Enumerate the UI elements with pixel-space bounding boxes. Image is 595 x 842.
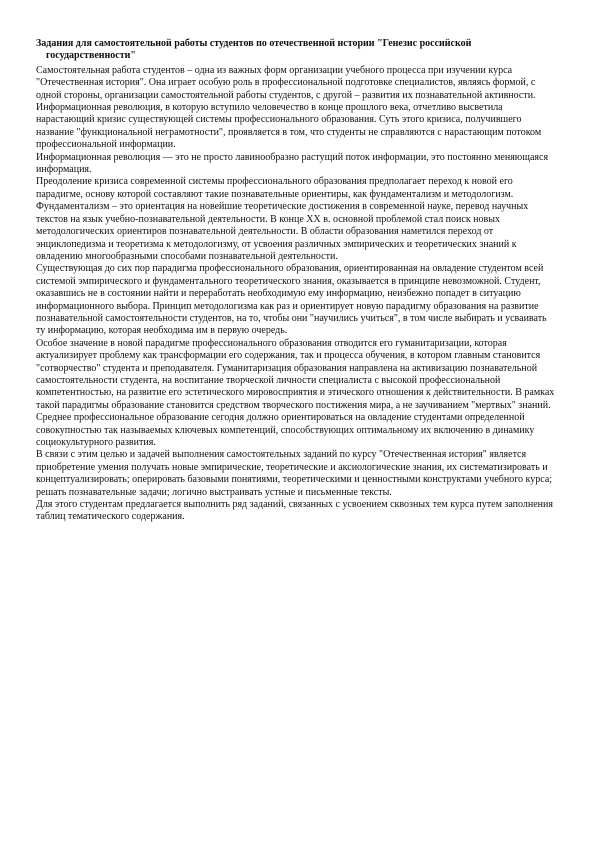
- paragraph-6: Существующая до сих пор парадигма профессионального образования, ориентированная на овладение студентом всей системой эмпирического и фундаментального теоретического знания, оказывается в принципе невозможной. Студент, оказавшись не в состоянии найти и переработать необходимую ему информацию, неизбежно попадет в ситуацию информационного выбора. Принцип методологизма как раз и ориентирует новую парадигму образования на развитие познавательной самостоятельности студентов, на то, чтобы они "научились учиться", в том числе выбирать и усваивать ту информацию, которая необходима им в первую очередь.: [36, 263, 547, 337]
- document-title: Задания для самостоятельной работы студентов по отечественной истории "Генезис российской государственности": [36, 38, 472, 62]
- paragraph-3: Информационная революция — это не просто лавинообразно растущий поток информации, это постоянно меняющаяся информация.: [36, 151, 549, 176]
- paragraph-4: Преодоление кризиса современной системы профессионального образования предполагает переход к новой его парадигме, основу которой составляют такие познавательные ориентиры, как фундаментализм и методологизм.: [36, 176, 514, 200]
- paragraph-9: В связи с этим целью и задачей выполнения самостоятельных заданий по курсу "Отечественная история" является приобретение умения получать новые эмпирические, теоретические и аксиологические знания, их систематизировать и концептуализировать; оперировать базовыми понятиями, теоретическими и ценностными конструктами учебного курса; решать познавательные задачи; логично выстраивать устные и письменные тексты.: [36, 449, 553, 498]
- paragraph-10: Для этого студентам предлагается выполнить ряд заданий, связанных с усвоением сквозных тем курса путем заполнения таблиц тематического содержания.: [36, 499, 553, 523]
- paragraph-1: Самостоятельная работа студентов – одна из важных форм организации учебного процесса при изучении курса "Отечественная история". Она играет особую роль в профессиональной подготовке специалистов, являясь формой, с одной стороны, организации самостоятельной работы студентов, с другой – развития их познавательной активности.: [36, 64, 536, 101]
- paragraph-2: Информационная революция, в которую вступило человечество в конце прошлого века, отчетливо высветила нарастающий кризис существующей системы профессионального образования. Суть этого кризиса, получившего название "функциональной неграмотности", проявляется в том, что студенты не справляются с нарастающим потоком профессиональной информации.: [36, 102, 542, 151]
- paragraph-5: Фундаментализм – это ориентация на новейшие теоретические достижения в современной науке, перевод научных текстов на язык учебно-познавательной деятельности. В конце XX в. основной проблемой стал поиск новых методологических ориентиров познавательной деятельности. В области образования наметился переход от энциклопедизма и теоретизма к методологизму, от усвоения различных эмпирических и теоретических знаний к овладению многообразными способами познавательной деятельности.: [36, 201, 529, 262]
- paragraph-7: Особое значение в новой парадигме профессионального образования отводится его гуманитаризации, которая актуализирует проблему как трансформации его содержания, так и процесса обучения, в котором главным становится "сотворчество" студента и преподавателя. Гуманитаризация образования направлена на активизацию познавательной самостоятельности студента, на воспитание творческой личности специалиста с высокой профессиональной компетентностью, на развитие его эстетического мировосприятия и этического отношения к действительности. В рамках такой парадигмы образование становится средством творческого постижения мира, а не заучиванием "мертвых" знаний.: [36, 337, 555, 411]
- paragraph-8: Среднее профессиональное образование сегодня должно ориентироваться на овладение студентами определенной совокупностью так называемых ключевых компетенций, способствующих оптимальному их включению в динамику социокультурного развития.: [36, 412, 535, 448]
- document-page: [36, 38, 558, 524]
